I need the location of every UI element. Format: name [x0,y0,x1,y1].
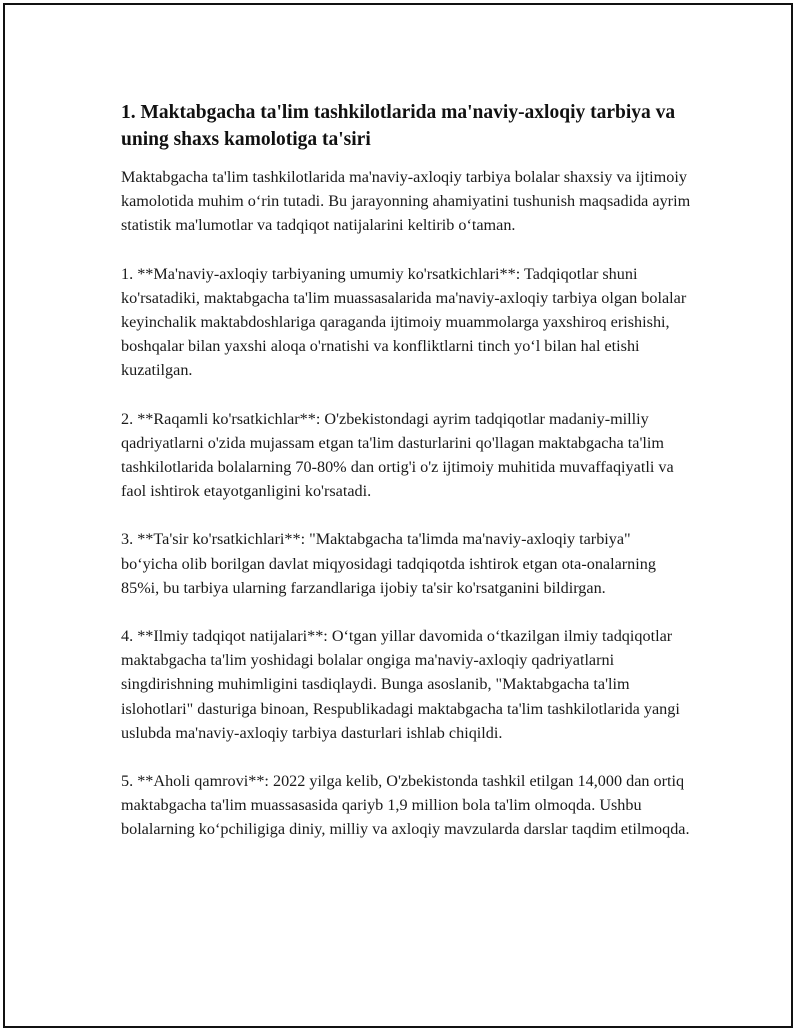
paragraph-population-coverage: 5. **Aholi qamrovi**: 2022 yilga kelib, O'zbekistonda tashkil etilgan 14,000 dan ortiq maktabgacha ta'lim muassasasida qariyb 1,9 million bola ta'lim olmoqda. Ushbu bolalarning ko‘pchiligiga diniy, milliy va axloqiy mavzularda darslar taqdim etilmoqda. [121,772,690,839]
paragraph-impact-indicators: 3. **Ta'sir ko'rsatkichlari**: "Maktabgacha ta'limda ma'naviy-axloqiy tarbiya" bo‘yicha olib borilgan davlat miqyosidagi tadqiqotda ishtirok etgan ota-onalarning 85%i, bu tarbiya ularning farzandlariga ijobiy ta'sir ko'rsatganini bildirgan. [121,530,656,597]
page-frame [3,3,793,1028]
intro-paragraph: Maktabgacha ta'lim tashkilotlarida ma'naviy-axloqiy tarbiya bolalar shaxsiy va ijtimoiy kamolotida muhim o‘rin tutadi. Bu jarayonning ahamiyatini tushunish maqsadida ayrim statistik ma'lumotlar va tadqiqot natijalarini keltirib o‘taman. [121,168,691,235]
paragraph-general-indicators: 1. **Ma'naviy-axloqiy tarbiyaning umumiy ko'rsatkichlari**: Tadqiqotlar shuni ko'rsatadiki, maktabgacha ta'lim muassasalarida ma'naviy-axloqiy tarbiya olgan bolalar keyinchalik maktabdoshlariga qaraganda ijtimoiy muammolarga yaxshiroq erishishi, boshqalar bilan yaxshi aloqa o'rnatishi va konfliktlarni tinch yo‘l bilan hal etishi kuzatilgan. [121,264,687,380]
paragraph-research-results: 4. **Ilmiy tadqiqot natijalari**: O‘tgan yillar davomida o‘tkazilgan ilmiy tadqiqotlar maktabgacha ta'lim yoshidagi bolalar ongiga ma'naviy-axloqiy qadriyatlarni singdirishning muhimligini tasdiqlaydi. Bunga asoslanib, "Maktabgacha ta'lim islohotlari" dasturiga binoan, Respublikadagi maktabgacha ta'lim tashkilotlarida yangi uslubda ma'naviy-axloqiy tarbiya dasturlari ishlab chiqildi. [121,627,680,742]
document-title: 1. Maktabgacha ta'lim tashkilotlarida ma'naviy-axloqiy tarbiya va uning shaxs kamolotiga ta'siri [121,102,676,150]
document-body [121,99,691,866]
paragraph-numeric-indicators: 2. **Raqamli ko'rsatkichlar**: O'zbekistondagi ayrim tadqiqotlar madaniy-milliy qadriyatlarni o'zida mujassam etgan ta'lim dasturlarini qo'llagan maktabgacha ta'lim tashkilotlarida bolalarning 70-80% dan ortig'i o'z ijtimoiy muhitida muvaffaqiyatli va faol ishtirok etayotganligini ko'rsatadi. [121,409,674,501]
